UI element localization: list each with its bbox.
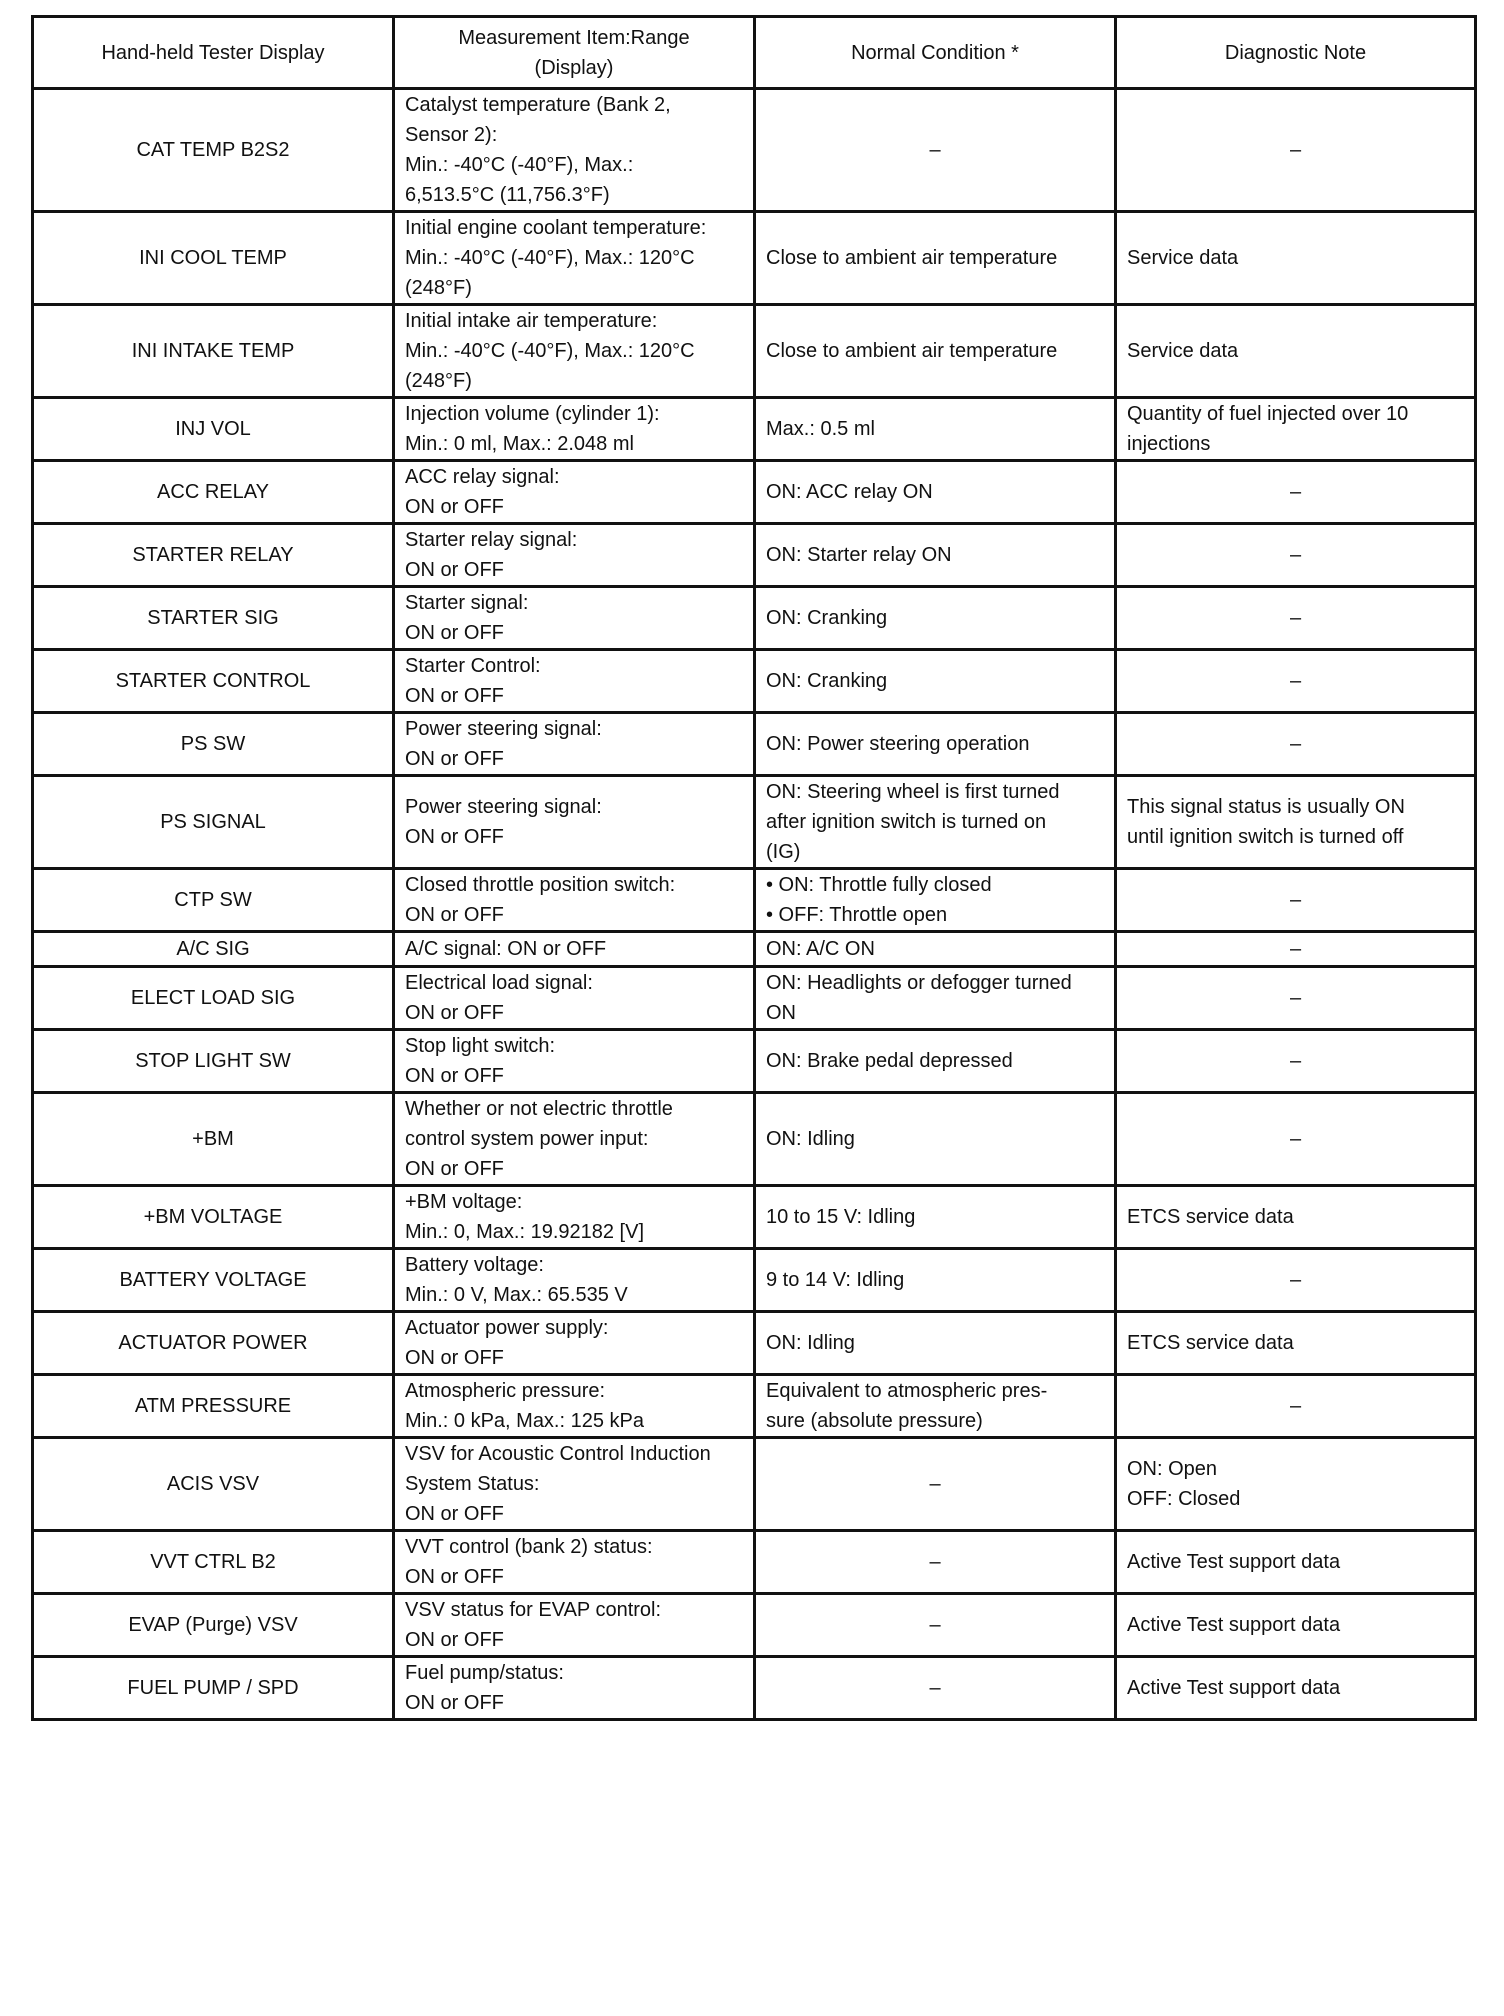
cell-diagnostic-note-line: – — [1289, 987, 1302, 1009]
cell-diagnostic-note — [1116, 305, 1476, 398]
cell-tester-display — [33, 587, 394, 650]
cell-normal-condition-line: – — [929, 1473, 941, 1495]
cell-measurement — [394, 1531, 755, 1594]
cell-tester-display-text: VVT CTRL B2 — [150, 1551, 276, 1573]
cell-diagnostic-note — [1116, 1312, 1476, 1375]
cell-measurement — [394, 932, 755, 967]
cell-measurement-line: Initial engine coolant temperature: — [405, 217, 707, 239]
cell-measurement-line: System Status: — [405, 1473, 540, 1495]
cell-tester-display-text: INI INTAKE TEMP — [131, 340, 295, 362]
cell-tester-display — [33, 1657, 394, 1720]
cell-tester-display — [33, 1030, 394, 1093]
cell-tester-display — [33, 1249, 394, 1312]
cell-measurement-line: Initial intake air temperature: — [405, 310, 658, 332]
cell-diagnostic-note-line: Service data — [1127, 247, 1239, 269]
cell-measurement-line: ON or OFF — [405, 1566, 504, 1588]
cell-tester-display — [33, 967, 394, 1030]
table-row — [33, 1249, 1476, 1312]
cell-measurement — [394, 1375, 755, 1438]
cell-normal-condition-line: ON: Steering wheel is first turned — [766, 781, 1060, 803]
cell-diagnostic-note — [1116, 1186, 1476, 1249]
cell-measurement — [394, 398, 755, 461]
cell-measurement-line: ON or OFF — [405, 496, 504, 518]
cell-normal-condition-line: ON: Cranking — [766, 670, 888, 692]
cell-diagnostic-note — [1116, 1030, 1476, 1093]
cell-diagnostic-note — [1116, 461, 1476, 524]
cell-measurement-line: Min.: -40°C (-40°F), Max.: 120°C — [405, 340, 695, 362]
cell-tester-display — [33, 869, 394, 932]
header-diagnostic-note — [1116, 17, 1476, 89]
cell-tester-display — [33, 932, 394, 967]
cell-diagnostic-note-line: – — [1289, 670, 1302, 692]
cell-measurement-line: VVT control (bank 2) status: — [405, 1536, 653, 1558]
cell-diagnostic-note-line: – — [1289, 481, 1302, 503]
cell-tester-display-text: A/C SIG — [176, 938, 250, 960]
cell-measurement-line: Min.: -40°C (-40°F), Max.: — [405, 154, 634, 176]
cell-diagnostic-note — [1116, 1657, 1476, 1720]
cell-tester-display-text: FUEL PUMP / SPD — [127, 1677, 299, 1699]
cell-diagnostic-note-line: OFF: Closed — [1127, 1488, 1241, 1510]
cell-measurement-line: ON or OFF — [405, 1347, 504, 1369]
header-text: Normal Condition * — [851, 41, 1019, 64]
cell-tester-display-text: INJ VOL — [175, 418, 251, 440]
cell-tester-display — [33, 461, 394, 524]
cell-measurement — [394, 212, 755, 305]
cell-normal-condition — [755, 1375, 1116, 1438]
table-row — [33, 650, 1476, 713]
cell-diagnostic-note — [1116, 932, 1476, 967]
cell-tester-display — [33, 524, 394, 587]
cell-normal-condition-line: Close to ambient air temperature — [766, 340, 1058, 362]
cell-normal-condition-line: ON: Idling — [766, 1128, 855, 1150]
cell-measurement — [394, 1657, 755, 1720]
cell-diagnostic-note — [1116, 89, 1476, 212]
cell-tester-display — [33, 1312, 394, 1375]
cell-tester-display — [33, 1531, 394, 1594]
cell-measurement-line: Starter relay signal: — [405, 529, 578, 551]
cell-tester-display — [33, 89, 394, 212]
cell-normal-condition-line: ON — [766, 1002, 796, 1024]
cell-tester-display-text: ATM PRESSURE — [134, 1395, 292, 1417]
cell-tester-display — [33, 776, 394, 869]
table-row — [33, 1030, 1476, 1093]
cell-tester-display — [33, 1375, 394, 1438]
cell-normal-condition — [755, 89, 1116, 212]
cell-normal-condition — [755, 1312, 1116, 1375]
cell-measurement — [394, 1186, 755, 1249]
cell-measurement-line: ON or OFF — [405, 1065, 504, 1087]
cell-diagnostic-note-line: Active Test support data — [1127, 1551, 1341, 1573]
cell-diagnostic-note-line: ETCS service data — [1127, 1332, 1294, 1354]
cell-measurement-line: +BM voltage: — [405, 1191, 523, 1213]
cell-diagnostic-note-line: Active Test support data — [1127, 1614, 1341, 1636]
cell-measurement — [394, 524, 755, 587]
cell-tester-display-text: PS SIGNAL — [160, 811, 266, 833]
cell-diagnostic-note — [1116, 713, 1476, 776]
cell-measurement — [394, 1093, 755, 1186]
cell-measurement — [394, 587, 755, 650]
cell-diagnostic-note — [1116, 650, 1476, 713]
cell-normal-condition — [755, 776, 1116, 869]
cell-measurement-line: ON or OFF — [405, 1002, 504, 1024]
cell-measurement-line: Starter signal: — [405, 592, 529, 614]
cell-tester-display — [33, 212, 394, 305]
cell-normal-condition-line: – — [929, 139, 941, 161]
cell-tester-display-text: BATTERY VOLTAGE — [119, 1269, 307, 1291]
cell-measurement-line: Atmospheric pressure: — [405, 1380, 606, 1402]
table-row — [33, 1312, 1476, 1375]
header-normal-condition — [755, 17, 1116, 89]
cell-normal-condition — [755, 967, 1116, 1030]
cell-tester-display-text: ELECT LOAD SIG — [130, 987, 296, 1009]
cell-normal-condition-line: ON: Brake pedal depressed — [766, 1050, 1013, 1072]
page — [31, 15, 1474, 1721]
cell-diagnostic-note — [1116, 398, 1476, 461]
cell-tester-display-text: +BM VOLTAGE — [143, 1206, 283, 1228]
cell-measurement-line: control system power input: — [405, 1128, 649, 1150]
cell-normal-condition-line: ON: Starter relay ON — [766, 544, 952, 566]
cell-normal-condition-line: Max.: 0.5 ml — [766, 418, 875, 440]
table-row — [33, 398, 1476, 461]
cell-diagnostic-note-line: – — [1289, 607, 1302, 629]
table-row — [33, 587, 1476, 650]
cell-measurement — [394, 305, 755, 398]
table-row — [33, 1594, 1476, 1657]
cell-diagnostic-note — [1116, 1093, 1476, 1186]
cell-measurement-line: Fuel pump/status: — [405, 1662, 564, 1684]
table-row — [33, 776, 1476, 869]
cell-measurement-line: ON or OFF — [405, 904, 504, 926]
cell-tester-display-text: INI COOL TEMP — [139, 247, 287, 269]
cell-normal-condition — [755, 1657, 1116, 1720]
cell-measurement — [394, 1438, 755, 1531]
cell-diagnostic-note-line: – — [1289, 1269, 1302, 1291]
cell-diagnostic-note — [1116, 212, 1476, 305]
cell-measurement-line: (248°F) — [405, 370, 472, 392]
cell-measurement-line: Battery voltage: — [405, 1254, 544, 1276]
cell-measurement-line: ON or OFF — [405, 1692, 504, 1714]
cell-tester-display-text: PS SW — [180, 733, 246, 755]
cell-normal-condition — [755, 1186, 1116, 1249]
cell-measurement — [394, 1030, 755, 1093]
cell-normal-condition — [755, 1030, 1116, 1093]
cell-measurement-line: (248°F) — [405, 277, 472, 299]
cell-normal-condition — [755, 461, 1116, 524]
cell-diagnostic-note-line: – — [1289, 938, 1302, 960]
cell-normal-condition-line: 9 to 14 V: Idling — [766, 1269, 905, 1291]
cell-diagnostic-note — [1116, 869, 1476, 932]
cell-tester-display — [33, 1438, 394, 1531]
cell-normal-condition-line: • OFF: Throttle open — [766, 904, 948, 926]
cell-diagnostic-note — [1116, 587, 1476, 650]
cell-measurement-line: Min.: 0 kPa, Max.: 125 kPa — [405, 1410, 644, 1432]
table-row — [33, 713, 1476, 776]
cell-tester-display — [33, 713, 394, 776]
cell-normal-condition-line: ON: Power steering operation — [766, 733, 1030, 755]
cell-normal-condition — [755, 650, 1116, 713]
cell-measurement — [394, 650, 755, 713]
cell-diagnostic-note — [1116, 1531, 1476, 1594]
cell-measurement-line: Catalyst temperature (Bank 2, — [405, 94, 671, 116]
cell-tester-display-text: CAT TEMP B2S2 — [136, 139, 290, 161]
cell-measurement — [394, 89, 755, 212]
table-row — [33, 1093, 1476, 1186]
cell-measurement-line: Min.: -40°C (-40°F), Max.: 120°C — [405, 247, 695, 269]
cell-normal-condition-line: – — [929, 1551, 941, 1573]
cell-measurement — [394, 1312, 755, 1375]
cell-measurement-line: ON or OFF — [405, 1629, 504, 1651]
table-row — [33, 1531, 1476, 1594]
header-text: Diagnostic Note — [1224, 41, 1367, 64]
cell-measurement — [394, 713, 755, 776]
cell-measurement-line: VSV for Acoustic Control Induction — [405, 1443, 711, 1465]
cell-tester-display — [33, 305, 394, 398]
table-row — [33, 869, 1476, 932]
cell-tester-display — [33, 1594, 394, 1657]
cell-diagnostic-note-line: ON: Open — [1127, 1458, 1218, 1480]
cell-measurement — [394, 967, 755, 1030]
cell-diagnostic-note-line: ETCS service data — [1127, 1206, 1294, 1228]
cell-diagnostic-note-line: Service data — [1127, 340, 1239, 362]
cell-tester-display-text: STOP LIGHT SW — [135, 1050, 291, 1072]
cell-diagnostic-note-line: This signal status is usually ON — [1127, 796, 1405, 818]
cell-diagnostic-note-line: – — [1289, 1128, 1302, 1150]
header-text: Hand-held Tester Display — [101, 41, 325, 64]
data-list-table — [31, 15, 1477, 1721]
cell-measurement — [394, 1249, 755, 1312]
cell-measurement-line: ACC relay signal: — [405, 466, 560, 488]
cell-tester-display-text: +BM — [192, 1128, 234, 1150]
table-row — [33, 212, 1476, 305]
cell-tester-display-text: ACIS VSV — [166, 1473, 260, 1495]
cell-measurement-line: Min.: 0, Max.: 19.92182 [V] — [405, 1221, 645, 1243]
cell-tester-display-text: STARTER CONTROL — [115, 670, 311, 692]
cell-diagnostic-note-line: – — [1289, 544, 1302, 566]
cell-normal-condition — [755, 1093, 1116, 1186]
cell-diagnostic-note-line: Active Test support data — [1127, 1677, 1341, 1699]
cell-normal-condition-line: – — [929, 1614, 941, 1636]
cell-measurement-line: Sensor 2): — [405, 124, 498, 146]
cell-tester-display-text: STARTER RELAY — [132, 544, 294, 566]
cell-normal-condition-line: • ON: Throttle fully closed — [766, 874, 992, 896]
cell-tester-display — [33, 398, 394, 461]
table-row — [33, 1375, 1476, 1438]
cell-normal-condition-line: sure (absolute pressure) — [766, 1410, 983, 1432]
cell-measurement — [394, 461, 755, 524]
cell-diagnostic-note-line: Quantity of fuel injected over 10 — [1127, 403, 1409, 425]
header-measurement-item — [394, 17, 755, 89]
cell-normal-condition — [755, 1249, 1116, 1312]
cell-diagnostic-note — [1116, 967, 1476, 1030]
cell-normal-condition — [755, 524, 1116, 587]
cell-normal-condition — [755, 212, 1116, 305]
table-row — [33, 305, 1476, 398]
cell-tester-display — [33, 1186, 394, 1249]
cell-measurement-line: ON or OFF — [405, 748, 504, 770]
cell-measurement-line: Whether or not electric throttle — [405, 1098, 673, 1120]
cell-normal-condition-line: Equivalent to atmospheric pres- — [766, 1380, 1048, 1402]
header-text-line: Measurement Item:Range — [458, 26, 690, 49]
cell-normal-condition — [755, 305, 1116, 398]
cell-normal-condition-line: 10 to 15 V: Idling — [766, 1206, 916, 1228]
cell-normal-condition-line: (IG) — [766, 841, 801, 863]
header-tester-display — [33, 17, 394, 89]
cell-normal-condition — [755, 1594, 1116, 1657]
cell-normal-condition — [755, 587, 1116, 650]
cell-diagnostic-note — [1116, 524, 1476, 587]
cell-tester-display-text: ACC RELAY — [157, 481, 269, 503]
table-row — [33, 89, 1476, 212]
cell-diagnostic-note-line: – — [1289, 139, 1302, 161]
cell-diagnostic-note-line: – — [1289, 733, 1302, 755]
cell-tester-display — [33, 1093, 394, 1186]
cell-normal-condition-line: Close to ambient air temperature — [766, 247, 1058, 269]
cell-measurement-line: Power steering signal: — [405, 718, 602, 740]
cell-measurement-line: VSV status for EVAP control: — [405, 1599, 662, 1621]
cell-diagnostic-note — [1116, 1438, 1476, 1531]
cell-measurement-line: Injection volume (cylinder 1): — [405, 403, 660, 425]
table-row — [33, 1438, 1476, 1531]
cell-normal-condition-line: after ignition switch is turned on — [766, 811, 1047, 833]
table-row — [33, 1186, 1476, 1249]
cell-diagnostic-note — [1116, 1375, 1476, 1438]
table-row — [33, 524, 1476, 587]
cell-measurement-line: Starter Control: — [405, 655, 541, 677]
cell-normal-condition — [755, 869, 1116, 932]
cell-normal-condition-line: ON: Headlights or defogger turned — [766, 972, 1072, 994]
cell-measurement — [394, 869, 755, 932]
table-row — [33, 967, 1476, 1030]
cell-measurement-line: Electrical load signal: — [405, 972, 593, 994]
cell-normal-condition — [755, 398, 1116, 461]
cell-normal-condition-line: ON: Idling — [766, 1332, 855, 1354]
cell-measurement-line: ON or OFF — [405, 1158, 504, 1180]
cell-measurement-line: Min.: 0 V, Max.: 65.535 V — [405, 1284, 628, 1306]
cell-measurement-line: ON or OFF — [405, 1503, 504, 1525]
table-row — [33, 1657, 1476, 1720]
cell-diagnostic-note-line: injections — [1127, 433, 1211, 455]
table-body — [33, 89, 1476, 1720]
cell-diagnostic-note — [1116, 776, 1476, 869]
cell-measurement-line: Stop light switch: — [405, 1035, 556, 1057]
cell-normal-condition — [755, 932, 1116, 967]
cell-measurement-line: 6,513.5°C (11,756.3°F) — [405, 184, 610, 206]
cell-measurement-line: ON or OFF — [405, 622, 504, 644]
cell-measurement-line: A/C signal: ON or OFF — [405, 938, 607, 960]
cell-diagnostic-note-line: – — [1289, 1050, 1302, 1072]
cell-diagnostic-note-line: until ignition switch is turned off — [1127, 826, 1404, 848]
cell-measurement-line: Actuator power supply: — [405, 1317, 609, 1339]
cell-tester-display-text: STARTER SIG — [147, 607, 279, 629]
cell-diagnostic-note-line: – — [1289, 889, 1302, 911]
cell-measurement — [394, 1594, 755, 1657]
cell-tester-display-text: CTP SW — [174, 889, 252, 911]
cell-measurement-line: Closed throttle position switch: — [405, 874, 676, 896]
cell-measurement-line: ON or OFF — [405, 685, 504, 707]
cell-tester-display — [33, 650, 394, 713]
cell-measurement-line: ON or OFF — [405, 559, 504, 581]
cell-measurement-line: Power steering signal: — [405, 796, 602, 818]
table-row — [33, 932, 1476, 967]
cell-normal-condition-line: ON: ACC relay ON — [766, 481, 933, 503]
cell-diagnostic-note — [1116, 1249, 1476, 1312]
header-row — [33, 17, 1476, 89]
cell-measurement-line: Min.: 0 ml, Max.: 2.048 ml — [405, 433, 634, 455]
cell-normal-condition — [755, 1531, 1116, 1594]
cell-tester-display-text: ACTUATOR POWER — [118, 1332, 308, 1354]
cell-normal-condition-line: – — [929, 1677, 941, 1699]
cell-normal-condition — [755, 713, 1116, 776]
header-text-line: (Display) — [534, 56, 614, 79]
cell-tester-display-text: EVAP (Purge) VSV — [128, 1614, 298, 1636]
cell-normal-condition — [755, 1438, 1116, 1531]
table-row — [33, 461, 1476, 524]
cell-diagnostic-note — [1116, 1594, 1476, 1657]
cell-normal-condition-line: ON: Cranking — [766, 607, 888, 629]
cell-measurement — [394, 776, 755, 869]
cell-normal-condition-line: ON: A/C ON — [766, 938, 875, 960]
cell-diagnostic-note-line: – — [1289, 1395, 1302, 1417]
cell-measurement-line: ON or OFF — [405, 826, 504, 848]
